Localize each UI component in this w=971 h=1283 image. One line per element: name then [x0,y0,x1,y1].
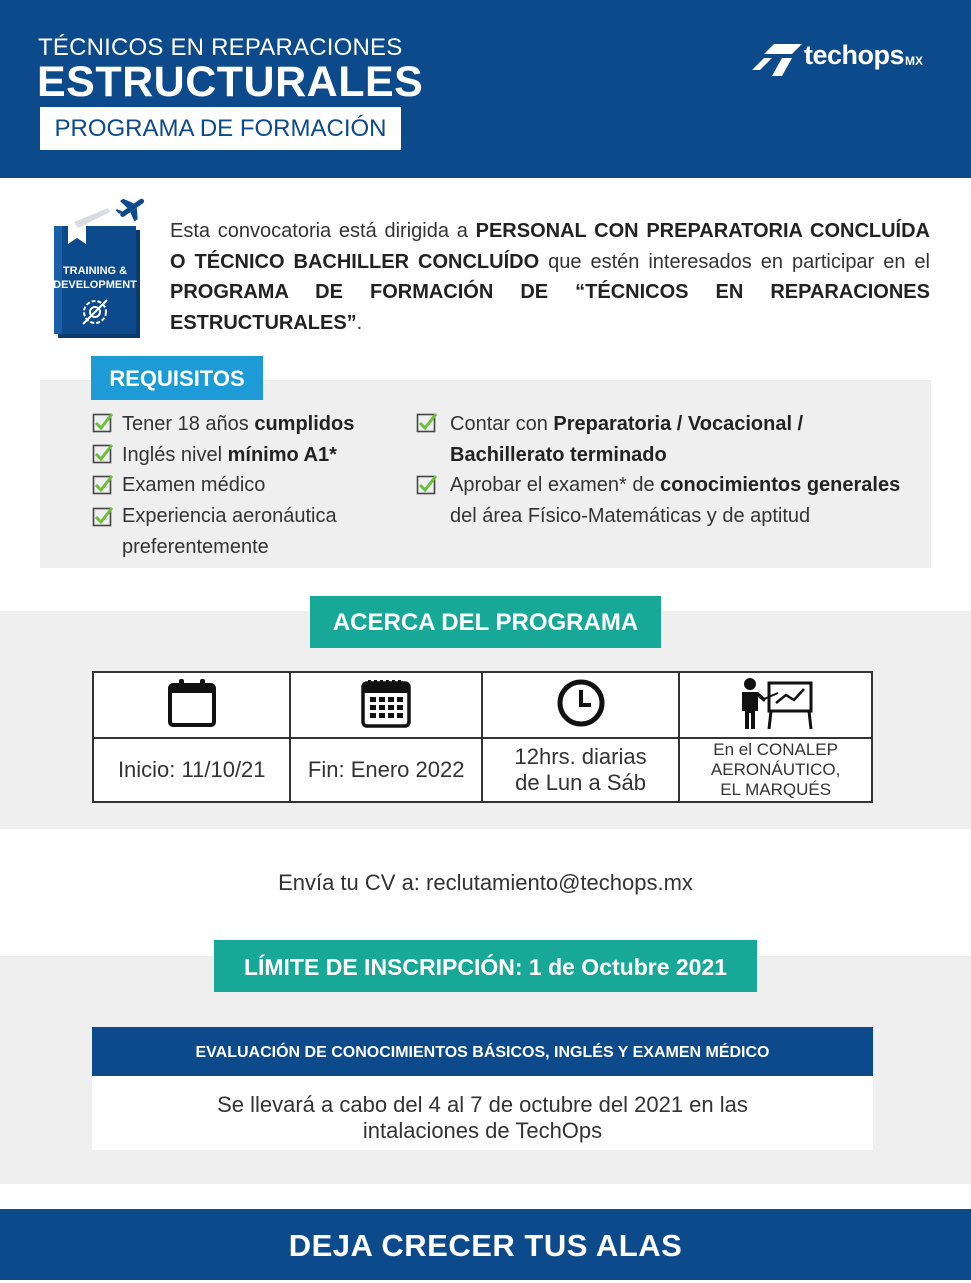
fin-text: Fin: Enero 2022 [290,738,481,802]
clock-icon [555,677,607,729]
checkbox-checked-icon [92,473,114,495]
cell-calendar-grid-icon [290,672,481,738]
checkbox-checked-icon [92,505,114,527]
header-title-line1: TÉCNICOS EN REPARACIONES [38,34,403,61]
checkbox-checked-icon [92,411,114,433]
techops-logo-icon [748,36,808,80]
requisito-edad: Tener 18 años cumplidos [122,413,355,435]
footer-slogan: DEJA CRECER TUS ALAS [0,1209,971,1280]
training-development-book-icon [48,192,148,342]
cell-calendar-icon [93,672,290,738]
evaluacion-title: EVALUACIÓN DE CONOCIMIENTOS BÁSICOS, INGLÉS Y EXAMEN MÉDICO [92,1027,873,1076]
cell-teacher-icon [679,672,872,738]
calendar-icon [166,677,218,729]
program-info-table [92,671,873,803]
checkbox-checked-icon [92,442,114,464]
acerca-label: ACERCA DEL PROGRAMA [310,596,661,648]
svg-text:TRAINING &: TRAINING & [62,265,128,277]
inicio-text: Inicio: 11/10/21 [93,738,290,802]
checkbox-checked-icon [416,473,438,495]
calendar-grid-icon [360,677,412,729]
header-subtitle-box: PROGRAMA DE FORMACIÓN [40,107,401,150]
requisitos-label: REQUISITOS [91,356,263,400]
requisito-experiencia: Experiencia aeronáutica preferentemente [122,505,337,558]
intro-paragraph: Esta convocatoria está dirigida a PERSONAL CON PREPARATORIA CONCLUÍDA O TÉCNICO BACHILLER CONCLUÍDO que estén interesados en participar en el PROGRAMA DE FORMACIÓN DE “TÉCNICOS EN REPARACIONES ESTRUCTURALES”. [170,220,931,334]
limite-inscripcion-label: LÍMITE DE INSCRIPCIÓN: 1 de Octubre 2021 [214,940,757,992]
requisito-preparatoria: Contar con Preparatoria / Vocacional / Bachillerato terminado [450,413,804,466]
requisito-examen-medico: Examen médico [122,474,266,496]
teacher-board-icon [736,675,816,731]
logo-suffix: MX [905,54,923,68]
requisito-ingles: Inglés nivel mínimo A1* [122,444,337,466]
checkbox-checked-icon [416,411,438,433]
cell-clock-icon [482,672,679,738]
envia-cv-text: Envía tu CV a: reclutamiento@techops.mx [278,870,693,895]
logo-text: techops [804,40,905,70]
sede-text: En el CONALEP AERONÁUTICO, EL MARQUÉS [679,738,872,802]
header-title-line2: ESTRUCTURALES [37,58,424,106]
horario-text: 12hrs. diarias de Lun a Sáb [482,738,679,802]
svg-text:DEVELOPMENT: DEVELOPMENT [53,279,137,291]
evaluacion-text: Se llevará a cabo del 4 al 7 de octubre del 2021 en las intalaciones de TechOps [217,1092,748,1143]
requisito-examen-conocimientos: Aprobar el examen* de conocimientos generales del área Físico-Matemáticas y de aptitud [450,474,901,527]
